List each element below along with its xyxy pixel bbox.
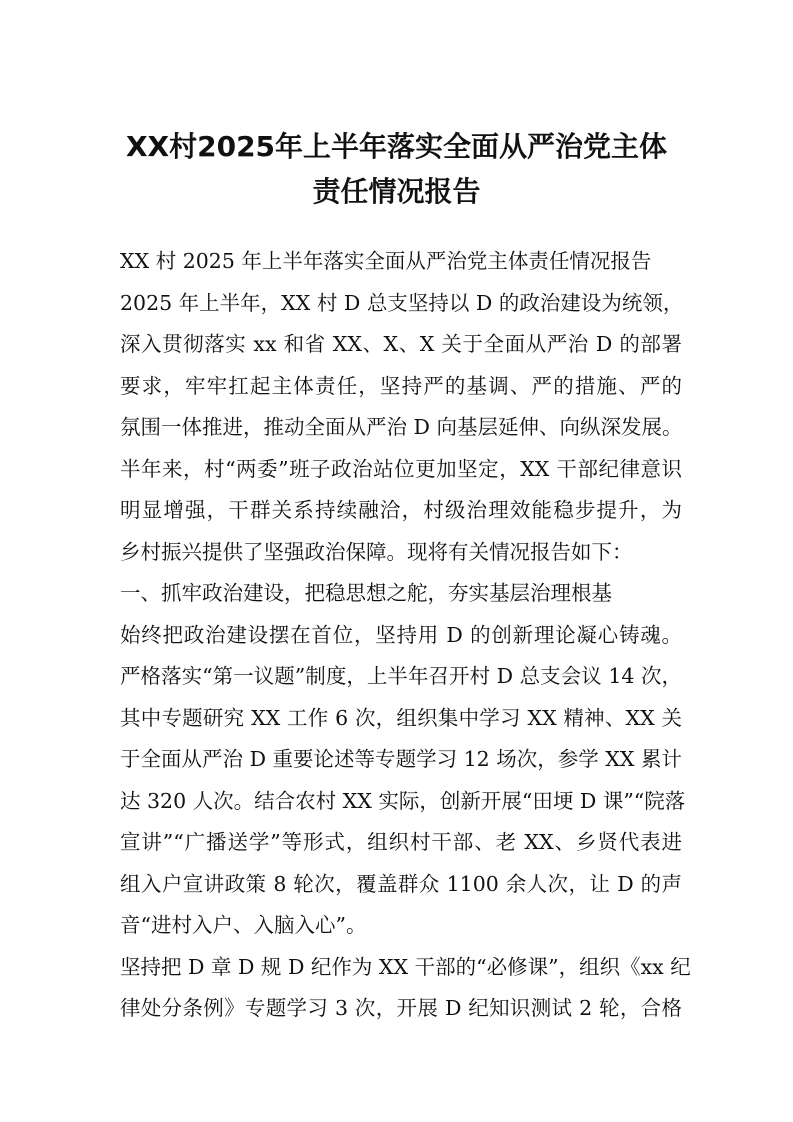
body-text-line: 律处分条例》专题学习 3 次，开展 D 纪知识测试 2 轮，合格	[120, 996, 682, 1020]
body-text-line: 明显增强，干群关系持续融洽，村级治理效能稳步提升，为	[120, 498, 682, 522]
body-text-line: 音“进村入户、入脑入心”。	[120, 913, 367, 937]
body-text-line: 始终把政治建设摆在首位，坚持用 D 的创新理论凝心铸魂。	[120, 622, 682, 647]
document-body	[120, 241, 691, 1030]
body-text-line: 要求，牢牢扛起主体责任，坚持严的基调、严的措施、严的	[120, 373, 682, 398]
body-text-line: 其中专题研究 XX 工作 6 次，组织集中学习 XX 精神、XX 关	[120, 705, 682, 730]
body-text-line: 坚持把 D 章 D 规 D 纪作为 XX 干部的“必修课”，组织《xx 纪	[120, 954, 691, 979]
body-text-line: 半年来，村“两委”班子政治站位更加坚定，XX 干部纪律意识	[120, 456, 682, 481]
body-text-line: 深入贯彻落实 xx 和省 XX、X、X 关于全面从严治 D 的部署	[120, 332, 682, 356]
body-text-line: XX 村 2025 年上半年落实全面从严治党主体责任情况报告	[120, 249, 652, 273]
body-text-line: 严格落实“第一议题”制度，上半年召开村 D 总支会议 14 次，	[120, 664, 682, 688]
document-title	[100, 124, 693, 214]
body-text-line: 于全面从严治 D 重要论述等专题学习 12 场次，参学 XX 累计	[120, 747, 682, 771]
body-text-line: 氛围一体推进，推动全面从严治 D 向基层延伸、向纵深发展。	[120, 415, 683, 439]
title-line-2: 责任情况报告	[312, 175, 481, 208]
title-line-1: XX村2025年上半年落实全面从严治党主体	[125, 130, 668, 163]
body-text-line: 宣讲”“广播送学”等形式，组织村干部、老 XX、乡贤代表进	[120, 830, 682, 854]
body-text-line: 乡村振兴提供了坚强政治保障。现将有关情况报告如下：	[120, 539, 633, 564]
body-text-line: 一、抓牢政治建设，把稳思想之舵，夯实基层治理根基	[120, 581, 612, 605]
body-text-line: 达 320 人次。结合农村 XX 实际，创新开展“田埂 D 课”“院落	[120, 788, 686, 813]
body-text-line: 组入户宣讲政策 8 轮次，覆盖群众 1100 余人次，让 D 的声	[120, 871, 682, 896]
body-text-line: 2025 年上半年，XX 村 D 总支坚持以 D 的政治建设为统领，	[120, 290, 684, 315]
